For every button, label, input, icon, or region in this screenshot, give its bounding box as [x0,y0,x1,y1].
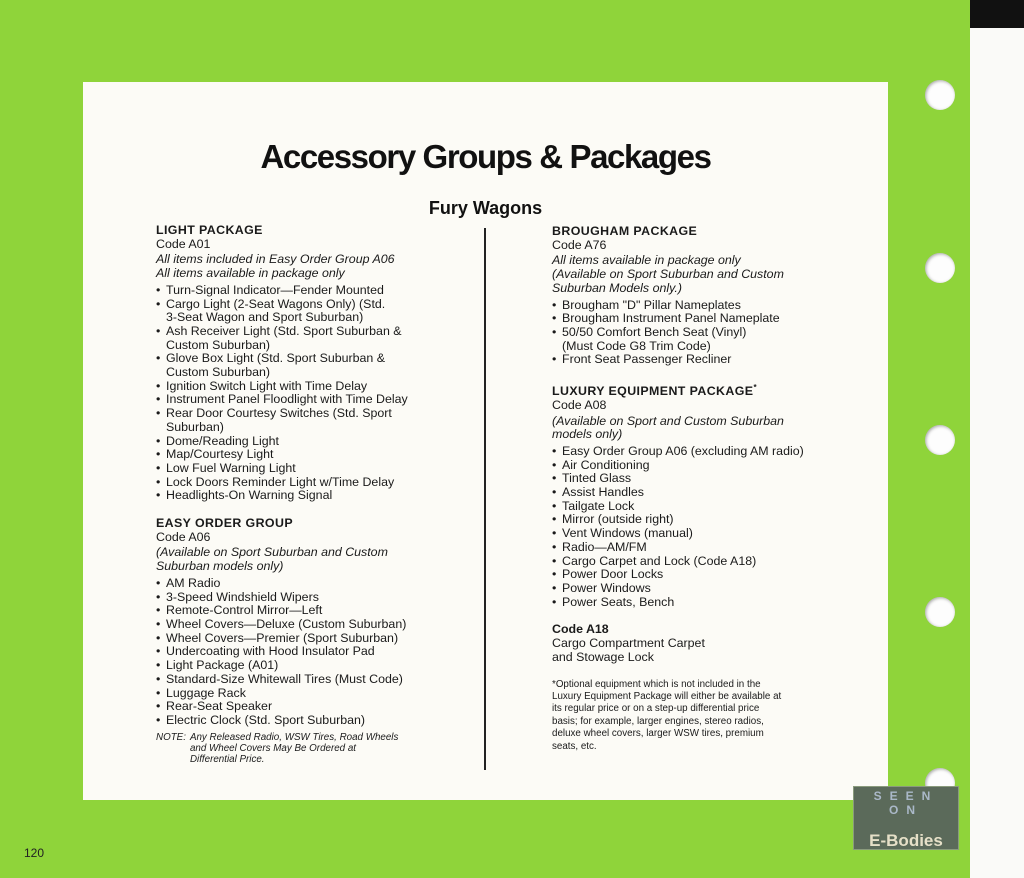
brougham-list [552,299,842,368]
list-item: • Ash Receiver Light (Std. Sport Suburban & Custom Suburban) [156,325,456,352]
list-item: • Power Windows [552,582,842,596]
column-divider [484,228,486,770]
list-item: • Map/Courtesy Light [156,448,456,462]
easy-order-code: Code A06 [156,529,211,544]
binder-hole-1 [925,80,955,110]
left-column [156,224,456,765]
light-package-code: Code A01 [156,236,211,251]
watermark-top: SEEN ON [873,789,939,817]
easy-order-title: EASY ORDER GROUP [156,516,293,531]
list-item: • Tinted Glass [552,472,842,486]
note-text: Any Released Radio, WSW Tires, Road Wheels and Wheel Covers May Be Ordered at Differential Price. [189,731,399,765]
list-item: • Standard-Size Whitewall Tires (Must Code) [156,673,456,687]
list-item: • Wheel Covers—Deluxe (Custom Suburban) [156,618,456,632]
list-item: • Front Seat Passenger Recliner [552,353,842,367]
list-item: • Lock Doors Reminder Light w/Time Delay [156,476,456,490]
page-title: Accessory Groups & Packages [260,138,711,175]
list-item: • Power Door Locks [552,568,842,582]
list-item: • AM Radio [156,577,456,591]
light-package-title: LIGHT PACKAGE [156,223,263,237]
list-item: • 3-Speed Windshield Wipers [156,591,456,605]
list-item: • Light Package (A01) [156,659,456,673]
list-item: • Tailgate Lock [552,500,842,514]
black-edge-strip [970,0,1024,28]
list-item: • Cargo Light (2-Seat Wagons Only) (Std. 3-Seat Wagon and Sport Suburban) [156,298,456,325]
list-item: • Headlights-On Warning Signal [156,489,456,503]
brougham-section [552,225,842,367]
easy-order-note: (Available on Sport Suburban and Custom Suburban models only) [156,545,388,574]
a18-text: Cargo Compartment Carpet and Stowage Lock [552,636,705,664]
list-item: • Assist Handles [552,486,842,500]
list-item: • Mirror (outside right) [552,513,842,527]
a18-section [552,623,842,664]
brougham-note: All items available in package only (Available on Sport Suburban and Custom Suburban Models only.) [552,253,784,295]
watermark-main: E-Bodies [869,831,943,850]
luxury-note: (Available on Sport and Custom Suburban models only) [552,413,784,442]
luxury-section [552,381,842,609]
easy-order-footnote [156,732,456,765]
watermark-logo [853,786,959,850]
list-item: • Luggage Rack [156,687,456,701]
right-column [552,225,842,753]
binder-hole-4 [925,597,955,627]
list-item: • Brougham "D" Pillar Nameplates [552,299,842,313]
list-item: • Brougham Instrument Panel Nameplate [552,312,842,326]
list-item: • Undercoating with Hood Insulator Pad [156,645,456,659]
luxury-code: Code A08 [552,397,607,412]
binder-hole-2 [925,253,955,283]
binder-hole-3 [925,425,955,455]
list-item: • Rear Door Courtesy Switches (Std. Sport Suburban) [156,407,456,434]
list-item: • Dome/Reading Light [156,435,456,449]
luxury-title-text: LUXURY EQUIPMENT PACKAGE [552,384,754,399]
luxury-list [552,445,842,609]
list-item: • 50/50 Comfort Bench Seat (Vinyl) (Must Code G8 Trim Code) [552,326,842,353]
page-number: 120 [24,846,45,860]
list-item: • Air Conditioning [552,459,842,473]
list-item: • Glove Box Light (Std. Sport Suburban & Custom Suburban) [156,352,456,379]
light-package-note: All items included in Easy Order Group A06 All items available in package only [156,252,395,281]
note-label: NOTE: [156,731,186,743]
light-package-list [156,284,456,503]
footnote-mark: * [753,383,757,393]
list-item: • Remote-Control Mirror—Left [156,604,456,618]
page-subtitle: Fury Wagons [428,198,543,218]
list-item: • Radio—AM/FM [552,541,842,555]
a18-title: Code A18 [552,622,609,637]
light-package-section [156,224,456,503]
list-item: • Power Seats, Bench [552,596,842,610]
footnote: *Optional equipment which is not included in the Luxury Equipment Package will either be available at its regular price or on a step-up differential price basis; for example, larger engines, stereo radios, deluxe wheel covers, larger WSW tires, premium seats, etc. [552,678,782,752]
brougham-code: Code A76 [552,237,607,252]
luxury-title [552,381,842,399]
list-item: • Vent Windows (manual) [552,527,842,541]
list-item: • Turn-Signal Indicator—Fender Mounted [156,284,456,298]
list-item: • Instrument Panel Floodlight with Time Delay [156,393,456,407]
list-item: • Cargo Carpet and Lock (Code A18) [552,555,842,569]
list-item: • Rear-Seat Speaker [156,700,456,714]
easy-order-list [156,577,456,728]
list-item: • Wheel Covers—Premier (Sport Suburban) [156,632,456,646]
brougham-title: BROUGHAM PACKAGE [552,224,698,238]
list-item: • Electric Clock (Std. Sport Suburban) [156,714,456,728]
list-item: • Easy Order Group A06 (excluding AM radio) [552,445,842,459]
list-item: • Ignition Switch Light with Time Delay [156,380,456,394]
list-item: • Low Fuel Warning Light [156,462,456,476]
easy-order-section [156,517,456,765]
